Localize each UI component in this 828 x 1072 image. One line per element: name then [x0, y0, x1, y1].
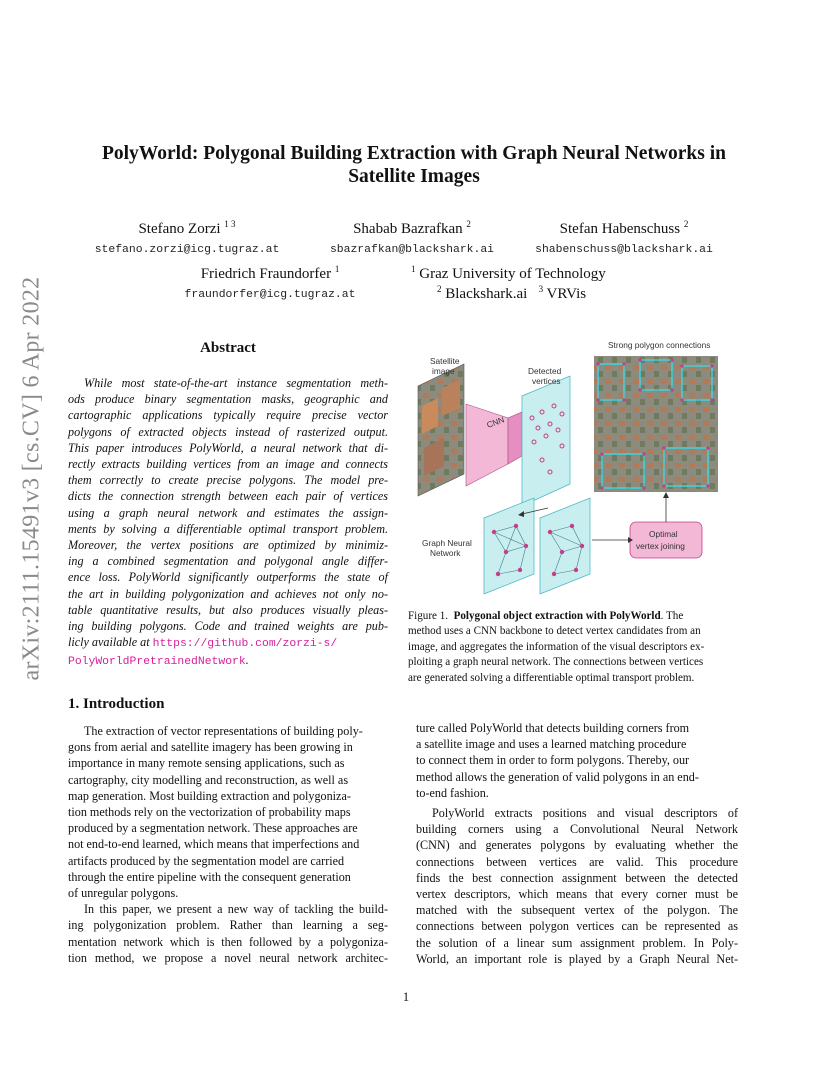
figure-caption: [408, 609, 738, 686]
text-line: ing building polygons. Code and trained weights are pub-: [68, 619, 388, 634]
text-line: connections between polygon vertices can be represented as: [416, 919, 738, 934]
author-name: Friedrich Fraundorfer: [200, 266, 332, 282]
author-block-1: [92, 219, 282, 256]
abstract-heading: Abstract: [200, 340, 256, 356]
result-image: [594, 356, 718, 492]
author-email: sbazrafkan@blackshark.ai: [329, 244, 495, 256]
text-line: the solution of a linear sum assignment problem. In Poly-: [416, 935, 738, 950]
text-line: While most state-of-the-art instance segmentation meth-: [84, 376, 388, 390]
abstract-text: .: [245, 653, 249, 668]
code-link-part2[interactable]: PolyWorldPretrainedNetwork: [68, 656, 246, 669]
detected-vertices-panel: [522, 376, 570, 506]
abstract-text: licly available at: [68, 635, 153, 650]
abstract-body: [68, 375, 388, 671]
text-line: In this paper, we present a new way of tackling the build-: [84, 902, 388, 917]
author-block-3: [524, 219, 724, 256]
text-line: not end-to-end learned, which means that imperfections and: [68, 837, 360, 852]
text-line: (CNN) and generates polygons by evaluating whether the: [416, 838, 738, 853]
author-block-4: [170, 264, 370, 301]
caption-prefix: Figure 1.: [408, 610, 449, 622]
text-line: Moreover, the vertex positions are optimized by minimiz-: [68, 538, 388, 553]
label-satellite-1: Satellite: [430, 356, 460, 366]
title-line-2: Satellite Images: [348, 166, 480, 187]
text-line: polygons of extracted objects instead of rasterized output.: [68, 424, 388, 439]
author-name: Stefan Habenschuss: [559, 221, 681, 237]
title-line-1: PolyWorld: Polygonal Building Extraction with Graph Neural Networks in: [101, 143, 727, 164]
intro-left-column: [68, 723, 388, 966]
text-line: cartography, city modelling and reconstruction, as well as: [68, 772, 349, 787]
text-line: ods produce binary segmentation masks, geographic and: [68, 392, 388, 407]
optimal-joining-box: [630, 522, 702, 558]
text-line: of unregular polygons.: [68, 886, 179, 901]
caption-line: . The: [660, 610, 684, 622]
text-line: connections between vertices are valid. This procedure: [416, 854, 738, 869]
text-line: gons from aerial and satellite imagery has been growing in: [68, 740, 353, 755]
text-line: artifacts produced by the segmentation model are carried: [68, 853, 345, 868]
text-line: matched with the subsequent vertex of the polygon. The: [416, 903, 738, 918]
caption-line: image, and aggregates the information of the visual descriptors ex-: [408, 640, 705, 653]
intro-right-column: [416, 720, 738, 967]
text-line: method allows the generation of valid polygons in an end-: [416, 769, 699, 784]
text-line: tion method, we propose a novel neural network architec-: [68, 950, 388, 965]
caption-line: are generated solving a differentiable optimal transport problem.: [408, 671, 695, 684]
text-line: ence loss. PolyWorld significantly outperforms the state of: [68, 570, 388, 585]
text-line: map generation. Most building extraction and polygoniza-: [68, 788, 351, 803]
affiliation-sup: 2: [437, 284, 442, 294]
text-line: using a graph neural network and estimates the assign-: [68, 505, 388, 520]
affiliation-text: Graz University of Technology: [419, 266, 606, 282]
label-optimal-1: Optimal: [649, 529, 678, 539]
text-line: ing a combined segmentation and polygonal angle differ-: [68, 554, 388, 569]
page-number: 1: [402, 990, 410, 1004]
intro-heading: 1. Introduction: [68, 696, 165, 712]
affiliation-text: VRVis: [546, 286, 587, 302]
caption-line: ploiting a graph neural network. The connections between vertices: [408, 656, 704, 669]
text-line: to connect them in order to form polygons. Thereby, our: [416, 753, 690, 768]
label-detected-2: vertices: [532, 376, 561, 386]
label-strong-connections: Strong polygon connections: [608, 340, 711, 350]
text-line: ture called PolyWorld that detects building corners from: [416, 721, 690, 735]
code-link-part1[interactable]: https://github.com/zorzi-s/: [152, 638, 338, 651]
text-line: ments by solving a differentiable optimal transport problem.: [68, 521, 388, 536]
author-name: Shabab Bazrafkan: [353, 221, 463, 237]
author-sup: 1: [334, 264, 340, 274]
label-satellite-2: image: [432, 366, 455, 376]
text-line: dicts the connection strength between each pair of vertices: [68, 489, 388, 504]
text-line: produced by a segmentation network. These approaches are: [68, 821, 358, 836]
arxiv-stamp: arXiv:2111.15491v3 [cs.CV] 6 Apr 2022: [18, 276, 45, 681]
text-line: finds the best connection assignment between the detected: [416, 870, 738, 885]
text-line: This paper introduces PolyWorld, a neural network that di-: [68, 440, 388, 455]
affiliation-2: [437, 284, 586, 303]
text-line: a satellite image and uses a learned matching procedure: [416, 737, 687, 752]
text-line: mentation network which is then followed by a polygoniza-: [68, 934, 388, 949]
text-line: to-end fashion.: [416, 785, 489, 800]
caption-line: method uses a CNN backbone to detect vertex candidates from an: [408, 625, 701, 638]
text-line: the art in building polygonization and achieves not only no-: [68, 586, 388, 601]
author-email: stefano.zorzi@icg.tugraz.at: [94, 244, 280, 256]
text-line: ing polygonization problem. Rather than learning a seg-: [68, 918, 388, 933]
affiliation-text: Blackshark.ai: [445, 286, 528, 302]
label-gnn-2: Network: [430, 548, 461, 558]
text-line: rectly extracts building vertices from an image and connects: [68, 457, 388, 472]
author-block-2: [312, 219, 512, 256]
text-line: World, an important role is played by a Graph Neural Net-: [416, 951, 738, 966]
label-optimal-2: vertex joining: [636, 541, 685, 551]
author-sup: 2: [683, 219, 689, 229]
caption-bold: Polygonal object extraction with PolyWorld: [453, 610, 661, 622]
text-line: building corners using a Convolutional Neural Network: [416, 822, 738, 837]
author-email: shabenschuss@blackshark.ai: [535, 244, 713, 256]
text-line: them correctly to create precise polygons. The model pre-: [68, 473, 388, 488]
text-line: cartographic applications typically require precise vector: [68, 408, 388, 423]
label-cnn: CNN: [485, 414, 506, 430]
author-sup: 1 3: [224, 219, 236, 229]
author-name: Stefano Zorzi: [138, 221, 221, 237]
label-detected-1: Detected: [528, 366, 562, 376]
text-line: importance in many remote sensing applications, such as: [68, 756, 345, 771]
text-line: through the entire pipeline with the consequent generation: [68, 869, 351, 884]
text-line: PolyWorld extracts positions and visual descriptors of: [432, 806, 738, 821]
figure-1-diagram: [408, 336, 744, 600]
cnn-block-right: [508, 412, 522, 464]
text-line: The extraction of vector representations of building poly-: [84, 724, 363, 738]
affiliation-1: [411, 264, 606, 283]
affiliation-sup: 3: [538, 284, 544, 294]
paper-title: [60, 142, 768, 188]
text-line: tion methods rely on the vectorization of probability maps: [68, 805, 351, 820]
text-line: table quantitative results, but also produces visually pleas-: [68, 602, 388, 617]
text-line: vertex descriptors, which means that every corner must be: [416, 887, 738, 902]
abstract-last-line: [68, 634, 388, 652]
author-sup: 2: [466, 219, 471, 229]
affiliation-sup: 1: [411, 264, 416, 274]
label-gnn-1: Graph Neural: [422, 538, 472, 548]
author-email: fraundorfer@icg.tugraz.at: [184, 289, 356, 301]
